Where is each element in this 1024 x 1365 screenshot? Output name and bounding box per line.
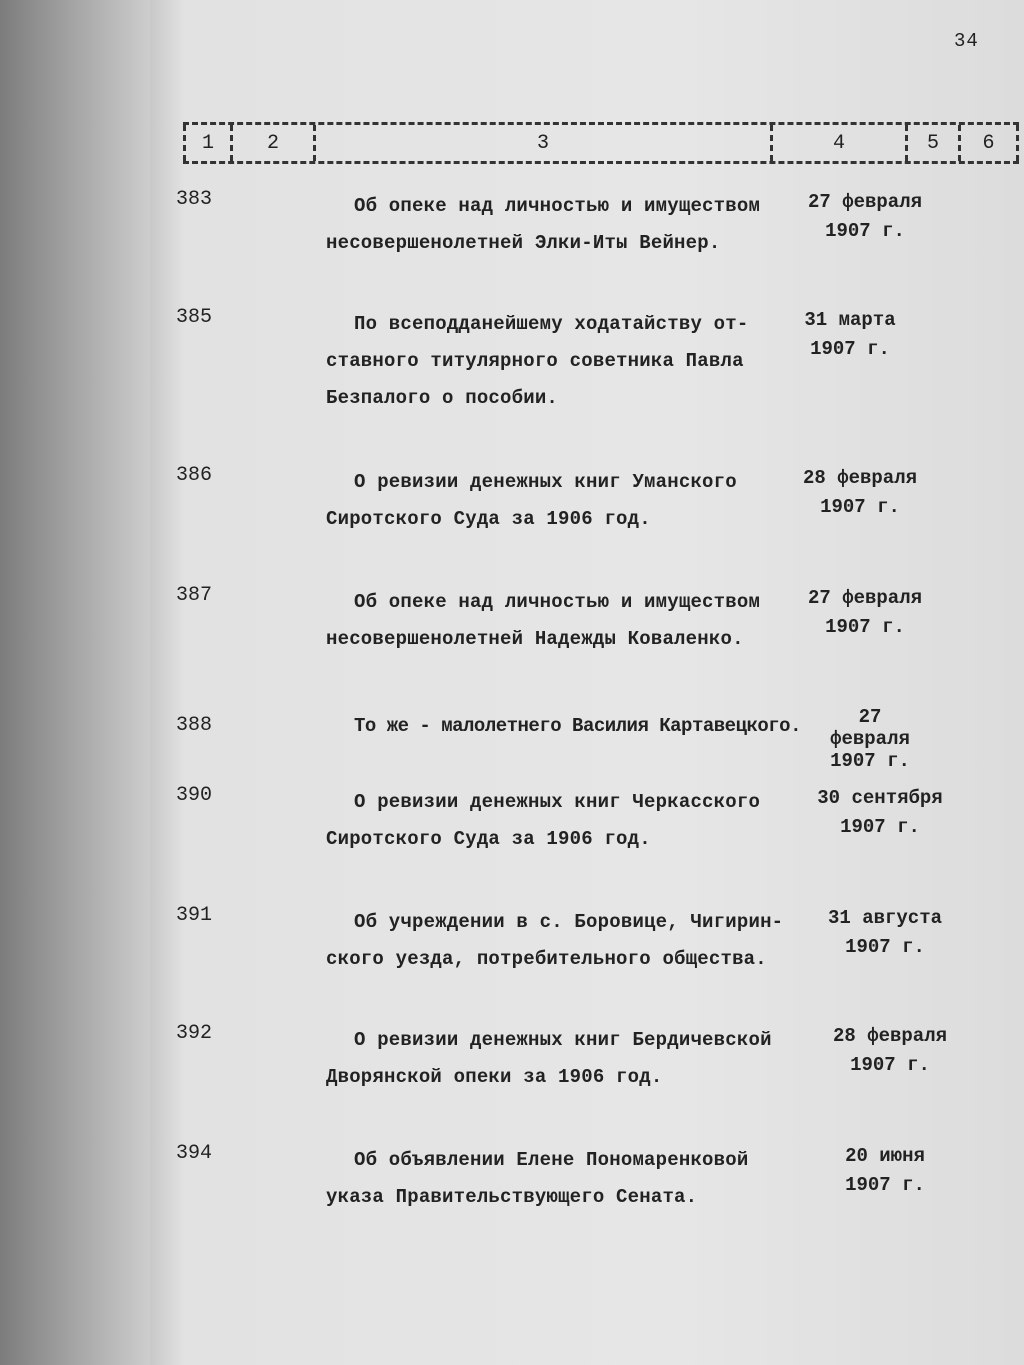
record-number: 388 bbox=[176, 714, 213, 737]
page-number: 34 bbox=[954, 30, 979, 52]
record-date bbox=[815, 1142, 955, 1200]
record-title-line: Сиротского Суда за 1906 год. bbox=[326, 828, 651, 850]
table-header bbox=[183, 122, 1019, 164]
record-title bbox=[326, 904, 806, 978]
record-title-line: Об объявлении Елене Пономаренковой bbox=[354, 1149, 749, 1171]
record-date-year: 1907 г. bbox=[850, 1054, 930, 1076]
record-number: 385 bbox=[176, 306, 213, 329]
record-title-line: О ревизии денежных книг Уманского bbox=[354, 471, 737, 493]
record-title-line: О ревизии денежных книг Черкасского bbox=[354, 791, 761, 813]
record-title-line: Сиротского Суда за 1906 год. bbox=[326, 508, 651, 530]
record-date-year: 1907 г. bbox=[825, 220, 905, 242]
record-date bbox=[815, 706, 925, 772]
record-date bbox=[815, 904, 955, 962]
record-title bbox=[326, 1142, 796, 1216]
record-date bbox=[810, 784, 950, 842]
record-title bbox=[326, 306, 796, 417]
record-date-year: 1907 г. bbox=[845, 936, 925, 958]
header-col-1: 1 bbox=[183, 125, 230, 161]
header-col-2: 2 bbox=[230, 125, 313, 161]
record-number: 392 bbox=[176, 1022, 213, 1045]
record-date-day: 31 марта bbox=[804, 309, 896, 331]
record-title-line: Об учреждении в с. Боровице, Чигирин- bbox=[354, 911, 784, 933]
record-title-line: Об опеке над личностью и имуществом bbox=[354, 195, 761, 217]
record-date-year: 1907 г. bbox=[830, 750, 910, 772]
record-title-line: ставного титулярного советника Павла bbox=[326, 350, 744, 372]
record-date-year: 1907 г. bbox=[810, 338, 890, 360]
record-number: 394 bbox=[176, 1142, 213, 1165]
record-date bbox=[820, 1022, 960, 1080]
record-title-line: По всеподданейшему ходатайству от- bbox=[354, 313, 749, 335]
record-date-day: 28 февраля bbox=[832, 1025, 948, 1047]
record-date bbox=[795, 188, 935, 246]
record-date-day: 27 февраля bbox=[830, 706, 910, 750]
record-number: 383 bbox=[176, 188, 213, 211]
record-date-day: 30 сентября bbox=[817, 787, 943, 809]
record-title-line: несовершенолетней Элки-Иты Вейнер. bbox=[326, 232, 721, 254]
record-title bbox=[326, 584, 796, 658]
record-title bbox=[326, 188, 796, 262]
record-number: 390 bbox=[176, 784, 213, 807]
header-col-5: 5 bbox=[905, 125, 958, 161]
record-title bbox=[326, 708, 846, 745]
record-date bbox=[780, 306, 920, 364]
record-title-line: указа Правительствующего Сената. bbox=[326, 1186, 698, 1208]
record-title-line: Об опеке над личностью и имуществом bbox=[354, 591, 761, 613]
record-title-line: несовершенолетней Надежды Коваленко. bbox=[326, 628, 744, 650]
record-number: 387 bbox=[176, 584, 213, 607]
record-date bbox=[795, 584, 935, 642]
record-date-year: 1907 г. bbox=[845, 1174, 925, 1196]
record-date-year: 1907 г. bbox=[825, 616, 905, 638]
record-date-year: 1907 г. bbox=[820, 496, 900, 518]
record-title-line: То же - малолетнего Василия Картавецкого. bbox=[354, 715, 801, 737]
record-date-year: 1907 г. bbox=[840, 816, 920, 838]
record-title bbox=[326, 1022, 796, 1096]
record-number: 391 bbox=[176, 904, 213, 927]
record-title-line: О ревизии денежных книг Бердичевской bbox=[354, 1029, 772, 1051]
record-date bbox=[790, 464, 930, 522]
record-date-day: 31 августа bbox=[827, 907, 943, 929]
record-date-day: 20 июня bbox=[845, 1145, 925, 1167]
header-col-4: 4 bbox=[770, 125, 905, 161]
record-date-day: 28 февраля bbox=[802, 467, 918, 489]
record-title-line: Безпалого о пособии. bbox=[326, 387, 559, 409]
header-col-6: 6 bbox=[958, 125, 1019, 161]
record-date-day: 27 февраля bbox=[807, 587, 923, 609]
binding-gutter bbox=[0, 0, 170, 1365]
record-title bbox=[326, 784, 796, 858]
record-date-day: 27 февраля bbox=[807, 191, 923, 213]
record-title-line: ского уезда, потребительного общества. bbox=[326, 948, 767, 970]
record-title bbox=[326, 464, 796, 538]
record-number: 386 bbox=[176, 464, 213, 487]
record-title-line: Дворянской опеки за 1906 год. bbox=[326, 1066, 663, 1088]
header-col-3: 3 bbox=[313, 125, 770, 161]
